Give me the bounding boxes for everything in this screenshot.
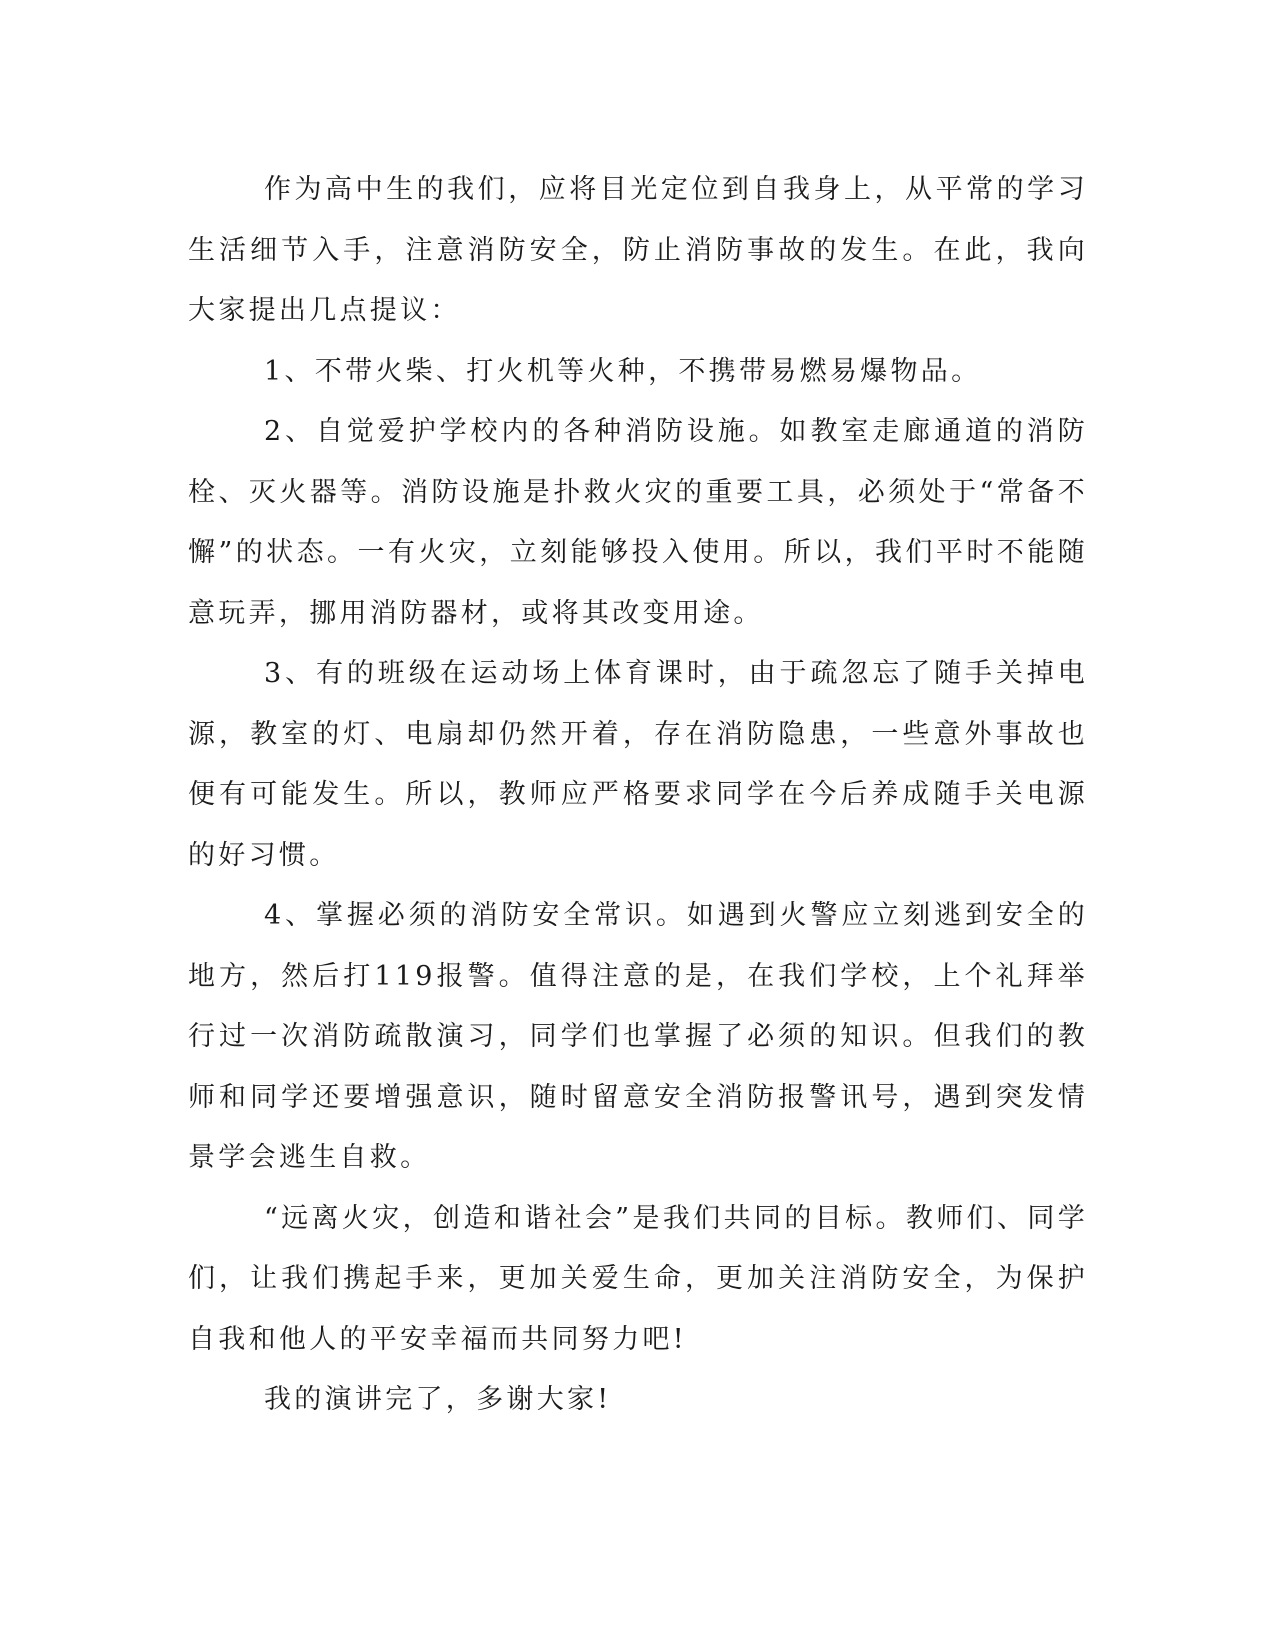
intro-paragraph: 作为高中生的我们，应将目光定位到自我身上，从平常的学习生活细节入手，注意消防安全，防止消防事故的发生。在此，我向大家提出几点提议：	[188, 174, 1088, 326]
suggestion-3-paragraph: 3、有的班级在运动场上体育课时，由于疏忽忘了随手关掉电源，教室的灯、电扇却仍然开着，存在消防隐患，一些意外事故也便有可能发生。所以，教师应严格要求同学在今后养成随手关电源的好习惯。	[188, 658, 1088, 871]
closing-paragraph: “远离火灾，创造和谐社会”是我们共同的目标。教师们、同学们，让我们携起手来，更加关爱生命，更加关注消防安全，为保护自我和他人的平安幸福而共同努力吧!	[188, 1202, 1088, 1355]
suggestion-1-paragraph: 1、不带火柴、打火机等火种，不携带易燃易爆物品。	[264, 355, 982, 387]
thanks-paragraph: 我的演讲完了，多谢大家!	[264, 1384, 612, 1415]
suggestion-4-paragraph: 4、掌握必须的消防安全常识。如遇到火警应立刻逃到安全的地方，然后打119报警。值得注意的是，在我们学校，上个礼拜举行过一次消防疏散演习，同学们也掌握了必须的知识。但我们的教师和同学还要增强意识，随时留意安全消防报警讯号，遇到突发情景学会逃生自救。	[188, 900, 1088, 1173]
speech-body	[188, 160, 1088, 1431]
suggestion-2-paragraph: 2、自觉爱护学校内的各种消防设施。如教室走廊通道的消防栓、灭火器等。消防设施是扑救火灾的重要工具，必须处于“常备不懈”的状态。一有火灾，立刻能够投入使用。所以，我们平时不能随意玩弄，挪用消防器材，或将其改变用途。	[188, 416, 1088, 629]
